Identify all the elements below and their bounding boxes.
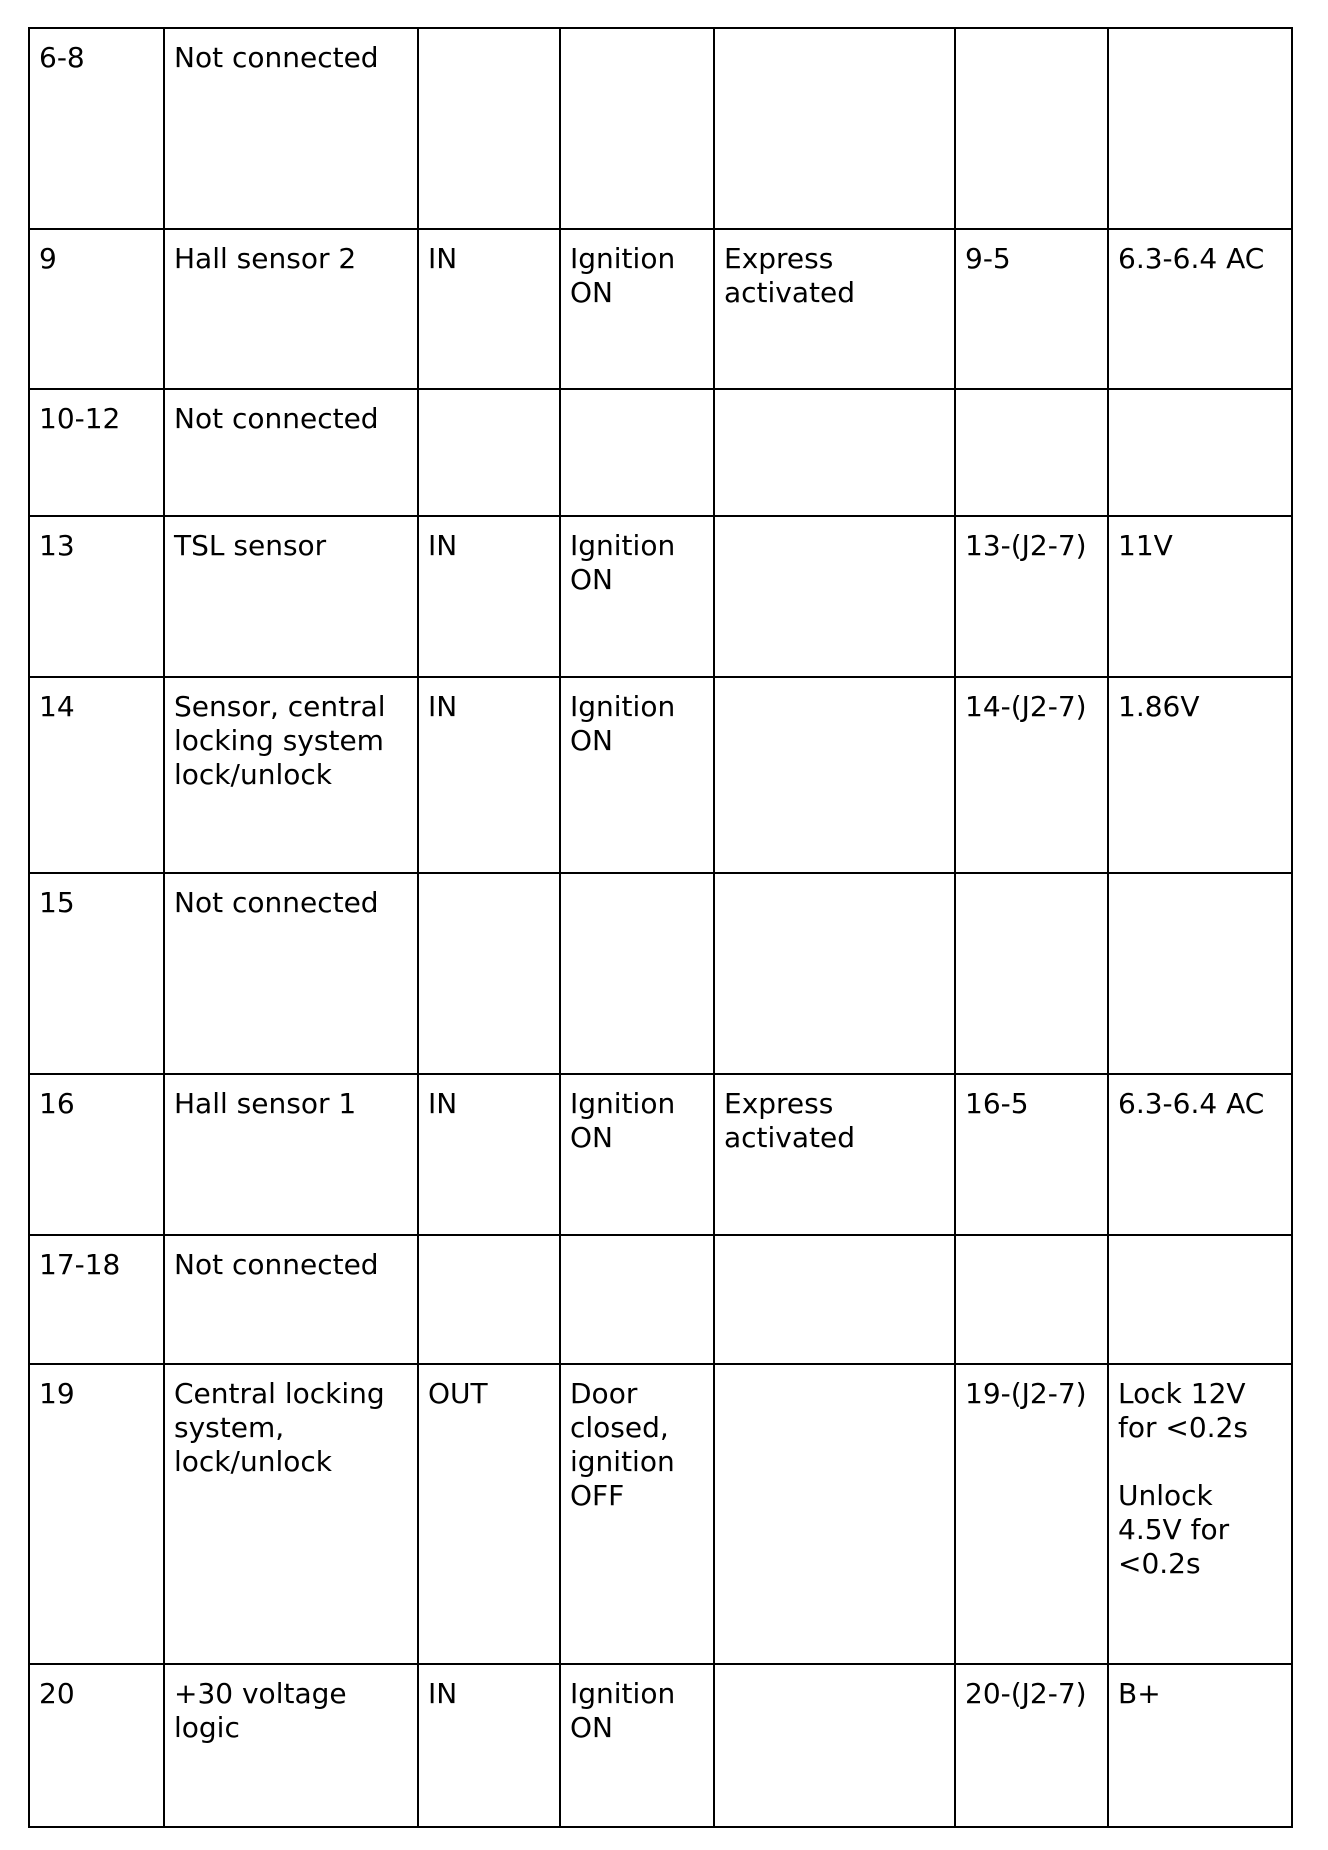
expected-value: B+ xyxy=(1108,1664,1292,1827)
pin-number: 20 xyxy=(29,1664,164,1827)
pin-number: 16 xyxy=(29,1074,164,1235)
test-condition: Door closed, ignition OFF xyxy=(560,1364,714,1664)
test-condition xyxy=(560,873,714,1074)
test-note xyxy=(714,1664,955,1827)
measure-points xyxy=(955,1235,1108,1364)
measure-points xyxy=(955,873,1108,1074)
expected-value xyxy=(1108,389,1292,516)
pin-function: Not connected xyxy=(164,1235,418,1364)
table-row xyxy=(29,873,1292,1074)
pin-number: 15 xyxy=(29,873,164,1074)
pin-function: Central locking system, lock/unlock xyxy=(164,1364,418,1664)
test-note xyxy=(714,516,955,677)
test-note: Express activated xyxy=(714,1074,955,1235)
signal-direction xyxy=(418,28,560,229)
signal-direction xyxy=(418,1235,560,1364)
signal-direction: IN xyxy=(418,1074,560,1235)
table-row xyxy=(29,1074,1292,1235)
table-row xyxy=(29,677,1292,873)
measure-points: 13-(J2-7) xyxy=(955,516,1108,677)
pin-number: 13 xyxy=(29,516,164,677)
pin-function: Not connected xyxy=(164,873,418,1074)
measure-points: 20-(J2-7) xyxy=(955,1664,1108,1827)
table-row xyxy=(29,1235,1292,1364)
measure-points: 19-(J2-7) xyxy=(955,1364,1108,1664)
table-row xyxy=(29,516,1292,677)
pin-number: 17-18 xyxy=(29,1235,164,1364)
expected-value: Lock 12V for <0.2s Unlock 4.5V for <0.2s xyxy=(1108,1364,1292,1664)
pin-number: 14 xyxy=(29,677,164,873)
table-row xyxy=(29,389,1292,516)
measure-points xyxy=(955,28,1108,229)
expected-value: 6.3-6.4 AC xyxy=(1108,229,1292,389)
test-condition: Ignition ON xyxy=(560,677,714,873)
expected-value xyxy=(1108,28,1292,229)
signal-direction: IN xyxy=(418,516,560,677)
test-note xyxy=(714,677,955,873)
test-condition xyxy=(560,1235,714,1364)
table-row xyxy=(29,1364,1292,1664)
signal-direction: IN xyxy=(418,229,560,389)
expected-value: 11V xyxy=(1108,516,1292,677)
measure-points: 16-5 xyxy=(955,1074,1108,1235)
signal-direction xyxy=(418,873,560,1074)
measure-points xyxy=(955,389,1108,516)
pin-table xyxy=(28,27,1293,1828)
pin-function: Not connected xyxy=(164,28,418,229)
signal-direction: IN xyxy=(418,677,560,873)
test-note xyxy=(714,873,955,1074)
expected-value: 6.3-6.4 AC xyxy=(1108,1074,1292,1235)
measure-points: 14-(J2-7) xyxy=(955,677,1108,873)
test-note: Express activated xyxy=(714,229,955,389)
test-condition xyxy=(560,389,714,516)
test-note xyxy=(714,1364,955,1664)
expected-value xyxy=(1108,873,1292,1074)
pin-number: 6-8 xyxy=(29,28,164,229)
pin-function: Sensor, central locking system lock/unlock xyxy=(164,677,418,873)
expected-value: 1.86V xyxy=(1108,677,1292,873)
table-row xyxy=(29,229,1292,389)
pin-number: 9 xyxy=(29,229,164,389)
test-note xyxy=(714,389,955,516)
signal-direction: IN xyxy=(418,1664,560,1827)
expected-value xyxy=(1108,1235,1292,1364)
pin-function: TSL sensor xyxy=(164,516,418,677)
pin-function: +30 voltage logic xyxy=(164,1664,418,1827)
test-note xyxy=(714,1235,955,1364)
pin-function: Hall sensor 2 xyxy=(164,229,418,389)
table-row xyxy=(29,28,1292,229)
test-condition: Ignition ON xyxy=(560,1664,714,1827)
signal-direction: OUT xyxy=(418,1364,560,1664)
pin-number: 19 xyxy=(29,1364,164,1664)
measure-points: 9-5 xyxy=(955,229,1108,389)
pin-function: Hall sensor 1 xyxy=(164,1074,418,1235)
pin-function: Not connected xyxy=(164,389,418,516)
test-condition: Ignition ON xyxy=(560,516,714,677)
pin-number: 10-12 xyxy=(29,389,164,516)
test-condition: Ignition ON xyxy=(560,1074,714,1235)
signal-direction xyxy=(418,389,560,516)
table-row xyxy=(29,1664,1292,1827)
test-note xyxy=(714,28,955,229)
test-condition xyxy=(560,28,714,229)
test-condition: Ignition ON xyxy=(560,229,714,389)
